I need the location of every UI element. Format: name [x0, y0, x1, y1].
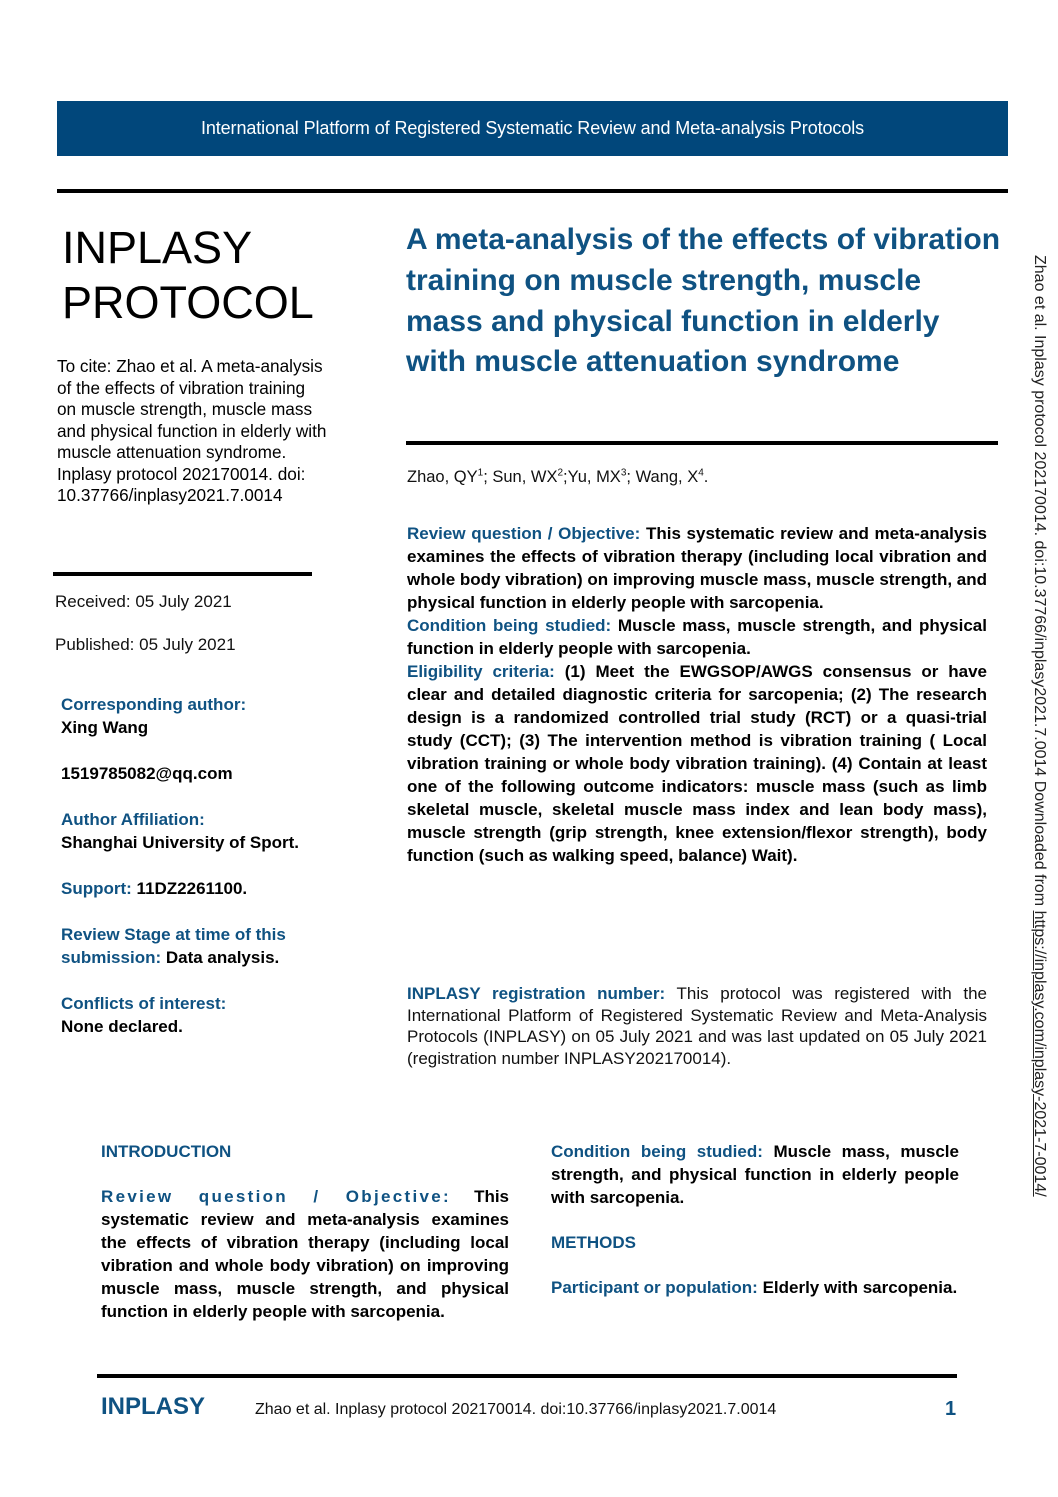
author-email[interactable]: 1519785082@qq.com: [61, 764, 233, 783]
registration-label: INPLASY registration number:: [407, 984, 666, 1003]
protocol-brand-title: [62, 220, 314, 330]
body-condition: Condition being studied: Muscle mass, muscle strength, and physical function in elderly people with sarcopenia.: [551, 1142, 959, 1207]
conflicts-value: None declared.: [61, 1017, 183, 1036]
abstract-condition: Condition being studied: Muscle mass, muscle strength, and physical function in elderly people with sarcopenia.: [407, 616, 987, 658]
page-number: 1: [945, 1398, 957, 1420]
affiliation-value: Shanghai University of Sport.: [61, 833, 300, 852]
author: Sun, $WX^2$;: [492, 467, 568, 486]
dates-block: [55, 592, 236, 678]
review-stage-block: [61, 923, 361, 969]
review-stage-label: Review Stage at time of this submission:: [61, 925, 286, 967]
support-block: [61, 877, 361, 900]
introduction-heading: INTRODUCTION: [101, 1142, 232, 1161]
footer-brand: INPLASY: [101, 1393, 206, 1420]
received-date: Received: 05 July 2021: [55, 592, 232, 611]
citation-divider: [53, 572, 312, 576]
registration-note: [407, 983, 987, 1069]
footer-divider: [97, 1374, 957, 1378]
download-link[interactable]: https://inplasy.com/inplasy-2021-7-0014/: [1031, 910, 1048, 1197]
brand-line-1: INPLASY: [62, 222, 253, 273]
methods-heading: METHODS: [551, 1233, 636, 1252]
abstract-objective: Review question / Objective: This systematic review and meta-analysis examines the effects of vibration therapy (including local vibration and whole body vibration) on improving muscle mass, muscle strength, and physical function in elderly people with sarcopenia.: [407, 524, 987, 612]
conflicts-label: Conflicts of interest:: [61, 994, 227, 1013]
author-list: [407, 468, 708, 487]
author-meta: [61, 693, 361, 1061]
abstract-eligibility: Eligibility criteria: (1) Meet the EWGSOP/AWGS consensus or have clear and detailed diagnostic criteria for sarcopenia; (2) The research design is a randomized controlled trial study (RCT) or a quasi-trial study (CCT); (3) The intervention method is vibration training ( Local vibration training or whole body vibration training). (4) Contain at least one of the following outcome indicators: muscle mass (such as limb skeletal muscle, skeletal muscle mass index and lean body mass), muscle strength (grip strength, knee extension/flexor strength), body function (such as walking speed, balance) Wait).: [407, 662, 987, 865]
side-note-text: Zhao et al. Inplasy protocol 202170014. doi:10.37766/inplasy2021.7.0014 Downloaded from: [1031, 255, 1048, 911]
top-divider: [57, 189, 1008, 193]
body-objective: Review question / Objective: This systematic review and meta-analysis examines the effects of vibration therapy (including local vibration and whole body vibration) on improving muscle mass, muscle strength, and physical function in elderly people with sarcopenia.: [101, 1187, 510, 1321]
published-date: Published: 05 July 2021: [55, 635, 236, 654]
author: Yu, $MX^3$;: [567, 467, 636, 486]
body-column-left: [101, 1140, 509, 1345]
registration-text: This protocol was registered with the International Platform of Registered Systematic Review and Meta-Analysis Protocols (INPLASY) on 05 July 2021 and was last updated on 05 July 2021 (registration number INPLASY202170014).: [407, 984, 987, 1068]
support-value: 11DZ2261100.: [131, 879, 248, 898]
citation-text: To cite: Zhao et al. A meta-analysis of the effects of vibration training on muscle strength, muscle mass and physical function in elderly with muscle attenuation syndrome. Inplasy protocol 202170014. doi: 10.37766/inplasy2021.7.0014: [57, 356, 327, 505]
review-stage-value: Data analysis.: [161, 948, 280, 967]
footer-citation: Zhao et al. Inplasy protocol 202170014. doi:10.37766/inplasy2021.7.0014: [255, 1401, 777, 1418]
download-side-note: [1030, 255, 1048, 1197]
author: Wang, $X^4$.: [635, 467, 709, 486]
conflicts-block: [61, 992, 361, 1038]
support-label: Support:: [61, 879, 132, 898]
paper-title: A meta-analysis of the effects of vibration training on muscle strength, muscle mass and physical function in elderly with muscle attenuation syndrome: [406, 223, 1001, 379]
corresponding-author-label: Corresponding author:: [61, 695, 247, 714]
title-divider: [406, 441, 998, 445]
platform-banner: International Platform of Registered Systematic Review and Meta-analysis Protocols: [57, 101, 1008, 156]
abstract: [407, 522, 987, 867]
corresponding-author-name: Xing Wang: [61, 718, 149, 737]
affiliation-label: Author Affiliation:: [61, 810, 205, 829]
affiliation-block: [61, 808, 361, 854]
body-participant: Participant or population: Elderly with sarcopenia.: [551, 1278, 958, 1297]
author: Zhao, $QY^1$;: [407, 467, 493, 486]
corresponding-author-block: [61, 693, 361, 739]
brand-line-2: PROTOCOL: [62, 277, 314, 328]
body-column-right: [551, 1140, 959, 1321]
